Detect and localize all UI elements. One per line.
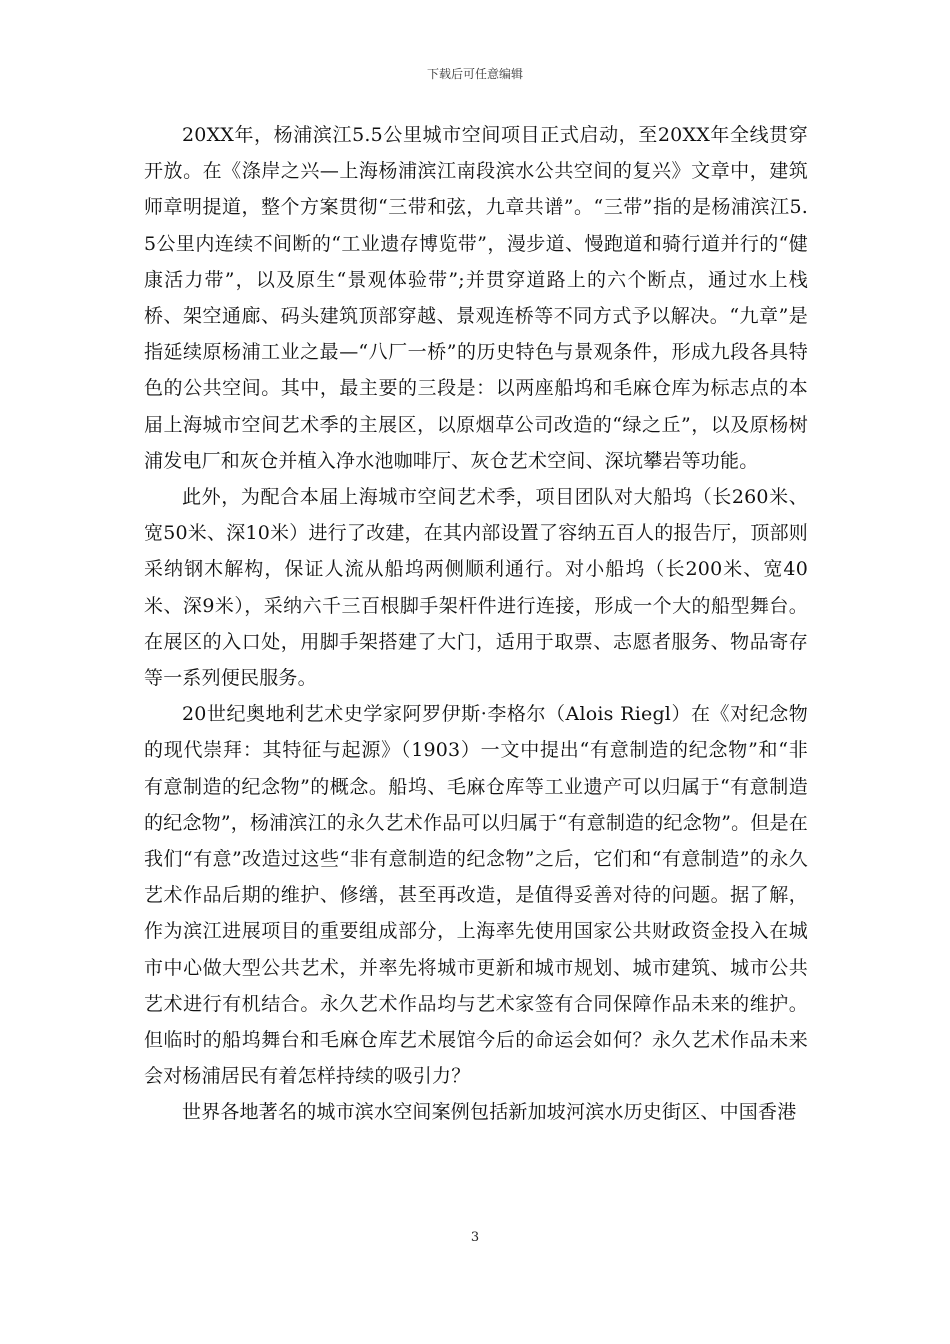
page-header: 下载后可任意编辑 — [426, 67, 523, 81]
body-text — [144, 117, 808, 1131]
paragraph-waterfront-cases: 世界各地著名的城市滨水空间案例包括新加坡河滨水历史街区、中国香港 — [182, 1101, 797, 1124]
paragraph-dock-renovation: 此外，为配合本届上海城市空间艺术季，项目团队对大船坞（长260米、宽50米、深10米）进行了改建，在其内部设置了容纳五百人的报告厅，顶部则采纳钢木解构，保证人流从船坞两侧顺利通行。对小船坞（长200米、宽40米、深9米），采纳六千三百根脚手架杆件进行连接，形成一个大的船型舞台。在展区的入口处，用脚手架搭建了大门，适用于取票、志愿者服务、物品寄存等一系列便民服务。 — [144, 486, 808, 690]
paragraph-project-overview: 20XX年，杨浦滨江5.5公里城市空间项目正式启动，至20XX年全线贯穿开放。在《涤岸之兴—上海杨浦滨江南段滨水公共空间的复兴》文章中，建筑师章明提道，整个方案贯彻“三带和弦，九章共谱”。“三带”指的是杨浦滨江5.5公里内连续不间断的“工业遗存博览带”，漫步道、慢跑道和骑行道并行的“健康活力带”，以及原生“景观体验带”;并贯穿道路上的六个断点，通过水上栈桥、架空通廊、码头建筑顶部穿越、景观连桥等不同方式予以解决。“九章”是指延续原杨浦工业之最—“八厂一桥”的历史特色与景观条件，形成九段各具特色的公共空间。其中，最主要的三段是：以两座船坞和毛麻仓库为标志点的本届上海城市空间艺术季的主展区，以原烟草公司改造的“绿之丘”，以及原杨树浦发电厂和灰仓并植入净水池咖啡厅、灰仓艺术空间、深坑攀岩等功能。 — [144, 124, 808, 472]
page-number: 3 — [470, 1230, 480, 1245]
paragraph-monument-theory: 20世纪奥地利艺术史学家阿罗伊斯·李格尔（Alois Riegl）在《对纪念物的现代崇拜：其特征与起源》（1903）一文中提出“有意制造的纪念物”和“非有意制造的纪念物”的概念。船坞、毛麻仓库等工业遗产可以归属于“有意制造的纪念物”，杨浦滨江的永久艺术作品可以归属于“有意制造的纪念物”。但是在我们“有意”改造过这些“非有意制造的纪念物”之后，它们和“有意制造”的永久艺术作品后期的维护、修缮，甚至再改造，是值得妥善对待的问题。据了解，作为滨江进展项目的重要组成部分，上海率先使用国家公共财政资金投入在城市中心做大型公共艺术，并率先将城市更新和城市规划、城市建筑、城市公共艺术进行有机结合。永久艺术作品均与艺术家签有合同保障作品未来的维护。但临时的船坞舞台和毛麻仓库艺术展馆今后的命运会如何？永久艺术作品未来会对杨浦居民有着怎样持续的吸引力？ — [144, 703, 808, 1088]
